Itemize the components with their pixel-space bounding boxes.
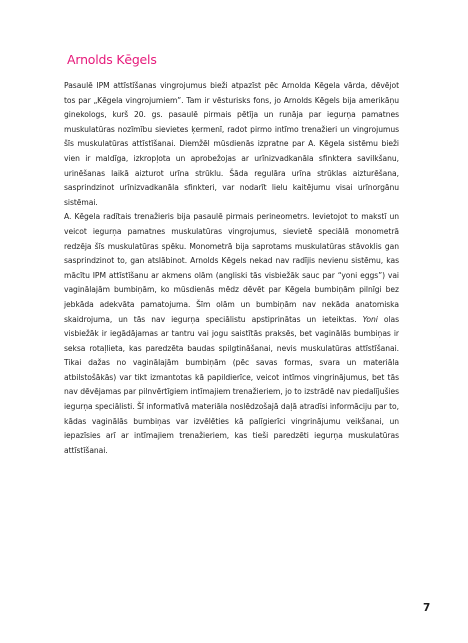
yoni-italic-word: Yoni — [362, 314, 378, 324]
paragraph-2-part-b: olas visbiežāk ir iegādājamas ar tantru vai jogu saistītās praksēs, bet vaginālās bumbiņas ir seksa rotaļlieta, kas paredzēta baudas spilgtināšanai, nevis muskulatūras attīstīšanai. Tikai dažas no vaginālajām bumbiņām (pēc savas formas, svara un materiāla atbilstošākās) var tikt izmantotas kā papildierīce, veicot intīmos vingrinājumus, bet tās nav dēvējamas par pilnvērtīgiem intīmajiem trenažieriem, jo to izstrādē nav piedalījušies iegurņa speciālisti. Šī informatīvā materiāla noslēdzošajā daļā atradīsi informāciju par to, kādas vaginālās bumbiņas var izvēlēties kā palīgierīci vingrinājumu veikšanai, un iepazīsies arī ar intīmajiem trenažieriem, kas tieši paredzēti iegurņa muskulatūras attīstīšanai. — [64, 314, 400, 455]
paragraph-2-part-a: A. Kēgela radītais trenažieris bija pasaulē pirmais perineometrs. Ievietojot to makstī un veicot iegurņa pamatnes muskulatūras vingrojumus, sievietē speciālā monometrā redzēja šīs muskulatūras spēku. Monometrā bija saprotams muskulatūras stāvoklis gan sasprindzinot to, gan atslābinot. Arnolds Kēgels nekad nav radījis nevienu sistēmu, kas mācītu IPM attīstīšanu ar akmens olām (angliski tās visbiežāk sauc par “yoni eggs”) vai vaginālajām bumbiņām, ko mūsdienās mēdz dēvēt par Kēgela bumbiņām pilnīgi bez jebkāda adekvāta pamatojuma. Šīm olām un bumbiņām nav nekāda anatomiska skaidrojuma, un tās nav iegurņa speciālistu apstiprinātas un ieteiktas. — [64, 212, 399, 324]
paragraph-1: Pasaulē IPM attīstīšanas vingrojumus bieži atpazīst pēc Arnolda Kēgela vārda, dēvējot tos par „Kēgela vingrojumiem”. Tam ir vēsturisks fons, jo Arnolds Kēgels bija amerikāņu ginekologs, kurš 20. gs. pasaulē pirmais pētīja un runāja par iegurņa pamatnes muskulatūras nozīmību sievietes ķermenī, radot pirmo intīmo trenažieri un vingrojumus šīs muskulatūras attīstīšanai. Diemžēl mūsdienās izpratne par A. Kēgela sistēmu bieži vien ir maldīga, izkropļota un aprobežojas ar urīnizvadkanāla sfinktera savilkšanu, urinēšanas laikā aizturot urīna strūklu. Šāda regulāra urīna strūklas aizturēšana, sasprindzinot urīnizvadkanāla sfinkteri, var nodarīt lielu kaitējumu visai urīnorgānu sistēmai. — [64, 81, 399, 207]
body-text — [64, 79, 399, 458]
section-heading: Arnolds Kēgels — [67, 52, 157, 67]
page-number: 7 — [423, 602, 431, 614]
paragraph-2 — [64, 210, 399, 458]
